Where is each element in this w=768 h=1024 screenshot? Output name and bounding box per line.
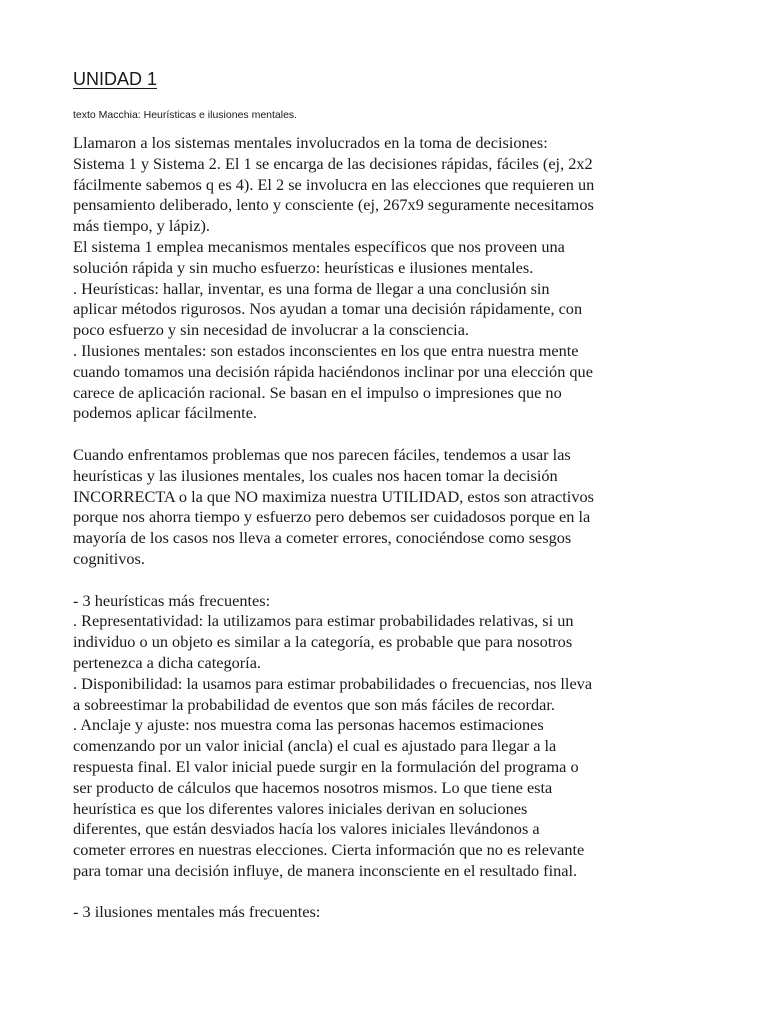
text-line: - 3 ilusiones mentales más frecuentes: <box>73 902 321 922</box>
document-page <box>73 68 733 923</box>
text-line: más tiempo, y lápiz). <box>73 216 210 236</box>
text-line: . Disponibilidad: la usamos para estimar probabilidades o frecuencias, nos lleva <box>73 673 593 693</box>
document-body <box>73 133 733 923</box>
text-line: carece de aplicación racional. Se basan en el impulso o impresiones que no <box>73 382 562 402</box>
text-line: pensamiento deliberado, lento y consciente (ej, 267x9 seguramente necesitamos <box>73 195 594 215</box>
text-line: porque nos ahorra tiempo y esfuerzo pero debemos ser cuidadosos porque en la <box>73 507 591 527</box>
text-line: fácilmente sabemos q es 4). El 2 se involucra en las elecciones que requieren un <box>73 174 595 194</box>
text-line: diferentes, que están desviados hacía los valores iniciales llevándonos a <box>73 819 540 839</box>
text-line: Llamaron a los sistemas mentales involucrados en la toma de decisiones: <box>73 133 548 152</box>
text-line: poco esfuerzo y sin necesidad de involucrar a la consciencia. <box>73 320 470 340</box>
text-line: El sistema 1 emplea mecanismos mentales específicos que nos proveen una <box>73 236 565 256</box>
text-line: podemos aplicar fácilmente. <box>73 403 257 423</box>
text-line: pertenezca a dicha categoría. <box>73 652 262 672</box>
document-subtitle: texto Macchia: Heurísticas e ilusiones mentales. <box>73 109 298 121</box>
text-line: individuo o un objeto es similar a la categoría, es probable que para nosotros <box>73 632 573 652</box>
text-line: . Heurísticas: hallar, inventar, es una forma de llegar a una conclusión sin <box>73 278 550 298</box>
text-line: mayoría de los casos nos lleva a cometer errores, conociéndose como sesgos <box>73 528 572 548</box>
text-line: cognitivos. <box>73 548 145 568</box>
text-line: respuesta final. El valor inicial puede surgir en la formulación del programa o <box>73 756 579 776</box>
page-title: UNIDAD 1 <box>73 69 158 89</box>
text-line: . Ilusiones mentales: son estados inconscientes en los que entra nuestra mente <box>73 340 579 360</box>
text-line: solución rápida y sin mucho esfuerzo: heurísticas e ilusiones mentales. <box>73 257 534 277</box>
text-line: comenzando por un valor inicial (ancla) el cual es ajustado para llegar a la <box>73 736 557 756</box>
text-line: para tomar una decisión influye, de manera inconsciente en el resultado final. <box>73 860 578 880</box>
text-line: . Representatividad: la utilizamos para estimar probabilidades relativas, si un <box>73 611 574 631</box>
text-line: Cuando enfrentamos problemas que nos parecen fáciles, tendemos a usar las <box>73 444 571 464</box>
text-line: a sobreestimar la probabilidad de eventos que son más fáciles de recordar. <box>73 694 555 714</box>
text-line: cuando tomamos una decisión rápida haciéndonos inclinar por una elección que <box>73 361 593 381</box>
text-line: cometer errores en nuestras elecciones. Cierta información que no es relevante <box>73 840 585 860</box>
text-line: heurística es que los diferentes valores iniciales derivan en soluciones <box>73 798 528 818</box>
text-line: . Anclaje y ajuste: nos muestra coma las personas hacemos estimaciones <box>73 715 544 735</box>
blank-line <box>73 882 733 903</box>
text-line: INCORRECTA o la que NO maximiza nuestra UTILIDAD, estos son atractivos <box>73 486 594 506</box>
text-line: ser producto de cálculos que hacemos nosotros mismos. Lo que tiene esta <box>73 777 553 797</box>
text-line: aplicar métodos rigurosos. Nos ayudan a tomar una decisión rápidamente, con <box>73 299 583 319</box>
blank-line <box>73 424 733 445</box>
blank-line <box>73 570 733 591</box>
text-line: Sistema 1 y Sistema 2. El 1 se encarga de las decisiones rápidas, fáciles (ej, 2x2 <box>73 153 593 173</box>
text-line: heurísticas y las ilusiones mentales, los cuales nos hacen tomar la decisión <box>73 465 558 485</box>
text-line: - 3 heurísticas más frecuentes: <box>73 590 271 610</box>
